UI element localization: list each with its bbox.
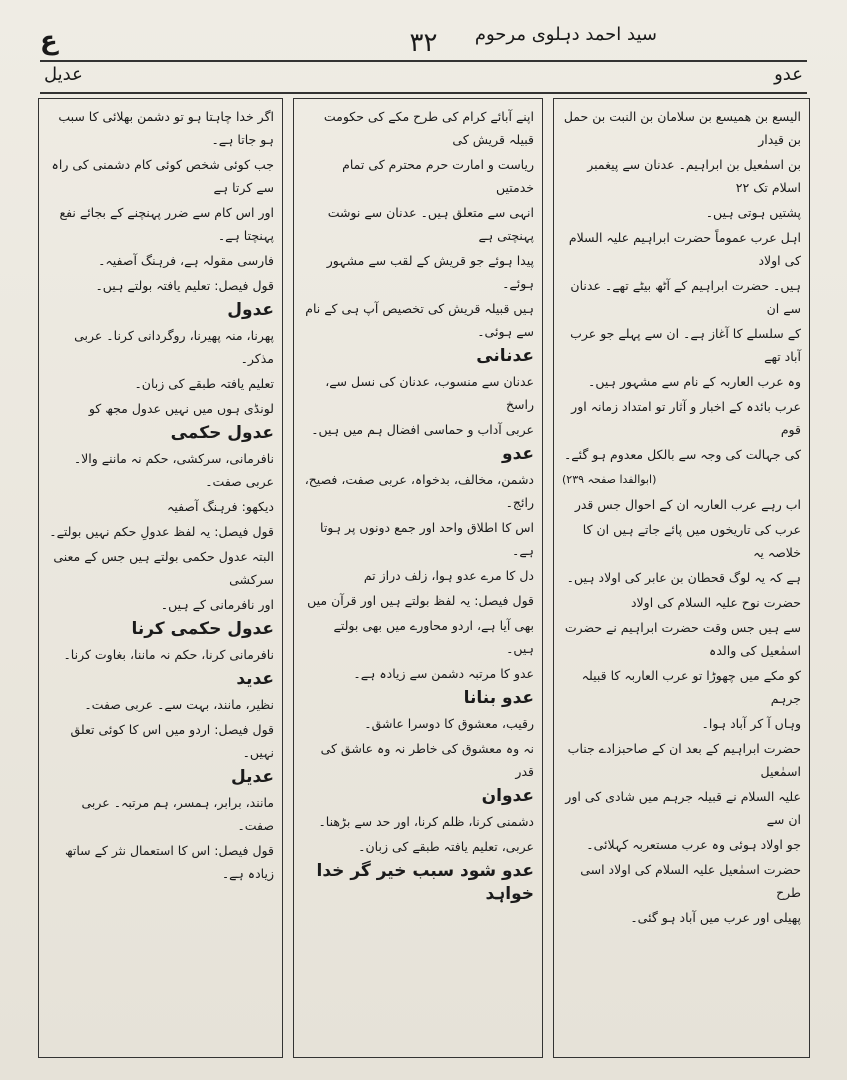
definition: رقیب، معشوق کا دوسرا عاشق۔ (364, 716, 534, 731)
verse: نہ وہ معشوق کی خاطر نہ وہ عاشق کی قدر (320, 741, 534, 779)
header-underline (40, 92, 807, 94)
column-line: اب رہے عرب العاربہ ان کے احوال جس قدر (574, 497, 801, 512)
column-line: الیسع بن ھمیسع بن سلامان بن النبت بن حمل بن قیدار (563, 109, 801, 147)
column-line: جب کوئی شخص کوئی کام دشمنی کی راہ سے کرتا ہے (51, 157, 274, 195)
column-line: قول فیصل: یہ لفظ عدولِ حکم نہیں بولتے۔ (49, 524, 274, 539)
column-line: عدو کا مرتبہ دشمن سے زیادہ ہے۔ (353, 666, 534, 681)
column-line: اگر خدا چاہتا ہو تو دشمن بھلائی کا سبب ہو جاتا ہے۔ (58, 109, 274, 147)
column-line: جو اولاد ہوئی وہ عرب مستعربہ کہلائی۔ (586, 837, 801, 852)
page-number: ۳۲ (409, 28, 438, 58)
definition: نظیر، مانند، بہت سے۔ عربی صفت۔ (84, 697, 274, 712)
column-line: عرب بائدہ کے اخبار و آثار تو امتداد زمانہ اور قوم (571, 399, 801, 437)
headword: عدو (502, 444, 534, 464)
column-line: ہیں قبیلہ قریش کی تخصیص آپ ہی کے نام سے ہوئی۔ (305, 301, 534, 339)
column-line: پیدا ہوئے جو قریش کے لقب سے مشہور ہوئے۔ (326, 253, 534, 291)
column-line: حضرت نوح علیہ السلام کی اولاد (630, 595, 801, 610)
column-line: قول فیصل: یہ لفظ بولتے ہیں اور قرآن میں (307, 593, 534, 608)
verdict: قول فیصل: اردو میں اس کا کوئی تعلق نہیں۔ (70, 722, 274, 760)
headword: عدول (227, 300, 274, 320)
column-line: پھیلی اور عرب میں آباد ہو گئی۔ (630, 910, 801, 925)
column-line: ریاست و امارت حرم محترم کی تمام خدمتیں (342, 157, 534, 195)
column-middle (293, 98, 543, 1058)
column-left (38, 98, 283, 1058)
column-line: اور نافرمانی کے ہیں۔ (160, 597, 274, 612)
citation: (ابوالفدا صفحہ ۲۳۹) (562, 473, 657, 486)
column-line: البتہ عدول حکمی بولتے ہیں جس کے معنی سرکشی (53, 549, 274, 587)
closing-verse: عدو شود سبب خیر گر خدا خواہد (316, 861, 534, 904)
definition: عربی، تعلیم یافتہ طبقے کی زبان۔ (358, 839, 534, 854)
text-columns (38, 98, 810, 1058)
verse: لونڈی ہوں میں نہیں عدول مجھ کو (88, 401, 274, 416)
column-line: کے سلسلے کا آغاز ہے۔ ان سے پہلے جو عرب آباد تھے (570, 326, 801, 364)
column-line: عرب کی تاریخوں میں پائے جاتے ہیں ان کا خلاصہ یہ (582, 522, 801, 560)
series-title: سید احمد دہلوی مرحوم (474, 24, 657, 45)
page-marker: ع (40, 26, 58, 56)
headword: عدنانی (476, 346, 534, 366)
column-line: بھی آیا ہے، اردو محاورے میں بھی بولتے ہیں۔ (333, 618, 534, 656)
verdict: قول فیصل: تعلیم یافتہ بولتے ہیں۔ (95, 278, 274, 293)
definition: دشمن، مخالف، بدخواہ، عربی صفت، فصیح، رائج۔ (304, 472, 534, 510)
headword: عدوان (481, 786, 534, 806)
citation: دیکھو: فرہنگ آصفیہ (167, 499, 274, 514)
column-line: اہل عرب عموماً حضرت ابراہیم علیہ السلام کی اولاد (568, 230, 801, 268)
column-line: حضرت ابراہیم کے بعد ان کے صاحبزادے جناب اسمٰعیل (567, 741, 801, 779)
definition: پھرنا، منہ پھیرنا، روگردانی کرنا۔ عربی مذکر۔ (74, 328, 274, 366)
column-line: وہ عرب العاربہ کے نام سے مشہور ہیں۔ (588, 374, 801, 389)
column-right (553, 98, 810, 1058)
column-line: سے ہیں جس وقت حضرت ابراہیم نے حضرت اسمٰعیل کی والدہ (564, 620, 801, 658)
guide-word-right: عدو (774, 64, 803, 85)
column-line: حضرت اسمٰعیل علیہ السلام کی اولاد اسی طرح (580, 862, 801, 900)
header-rule (40, 60, 807, 62)
column-line: بن اسمٰعیل بن ابراہیم۔ عدنان سے پیغمبر اسلام تک ۲۲ (587, 157, 801, 195)
definition: دشمنی کرنا، ظلم کرنا، اور حد سے بڑھنا۔ (318, 814, 534, 829)
column-line: علیہ السلام نے قبیلہ جرہم میں شادی کی اور ان سے (565, 789, 801, 827)
definition: مانند، برابر، ہمسر، ہم مرتبہ۔ عربی صفت۔ (81, 795, 274, 833)
headword: عدول حکمی (170, 423, 274, 443)
definition: نافرمانی کرنا، حکم نہ ماننا، بغاوت کرنا۔ (63, 647, 274, 662)
column-line: پشتیں ہوتی ہیں۔ (705, 205, 801, 220)
headword: عدول حکمی کرنا (131, 619, 274, 639)
definition: تعلیم یافتہ طبقے کی زبان۔ (134, 376, 274, 391)
guide-word-left: عدیل (44, 64, 83, 85)
column-line: وہاں آ کر آباد ہوا۔ (701, 716, 801, 731)
column-line: دل کا مرے عدو ہوا، زلف دراز تم (363, 568, 534, 583)
headword: عدو بنانا (463, 688, 534, 708)
definition: نافرمانی، سرکشی، حکم نہ ماننے والا۔ عربی صفت۔ (73, 451, 274, 489)
column-line: اپنے آبائے کرام کی طرح مکے کی حکومت قبیلہ قریش کی (323, 109, 534, 147)
column-line: ہیں۔ حضرت ابراہیم کے آٹھ بیٹے تھے۔ عدنان سے ان (570, 278, 801, 316)
verdict: قول فیصل: اس کا استعمال نثر کے ساتھ زیادہ ہے۔ (64, 843, 274, 881)
headword: عدید (236, 669, 274, 689)
column-line: اور اس کام سے ضرر پہنچنے کے بجائے نفع پہنچتا ہے۔ (59, 205, 274, 243)
column-line: فارسی مقولہ ہے، فرہنگ آصفیہ۔ (98, 253, 274, 268)
headword: عدیل (231, 767, 274, 787)
column-line: اس کا اطلاق واحد اور جمع دونوں پر ہوتا ہے۔ (320, 520, 534, 558)
definition: عدنان سے منسوب، عدنان کی نسل سے، راسخ (325, 374, 534, 412)
page-header (30, 22, 817, 85)
column-line: کو مکے میں چھوڑا تو عرب العاربہ کا قبیلہ جرہم (581, 668, 801, 706)
column-line: انہی سے متعلق ہیں۔ عدنان سے نوشت پہنچتی ہے (327, 205, 534, 243)
column-line: کی جہالت کی وجہ سے بالکل معدوم ہو گئے۔ (563, 447, 801, 462)
column-line: ہے کہ یہ لوگ قحطان بن عابر کی اولاد ہیں۔ (566, 570, 801, 585)
definition: عربی آداب و حماسی افضال ہم میں ہیں۔ (311, 422, 534, 437)
